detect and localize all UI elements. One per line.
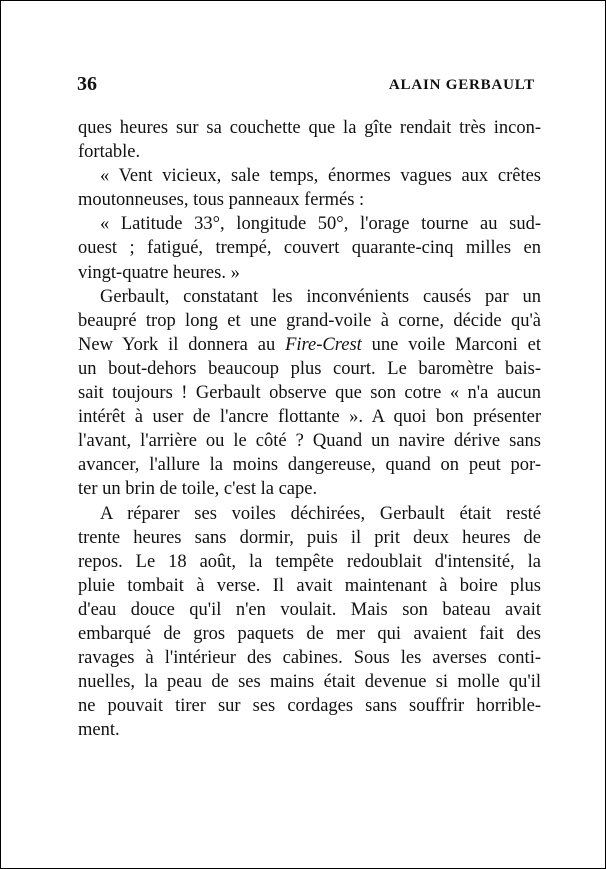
page-number: 36 bbox=[77, 73, 97, 95]
text-line: fortable. bbox=[78, 142, 141, 163]
running-head: ALAIN GERBAULT bbox=[388, 77, 535, 93]
paragraph bbox=[78, 502, 541, 743]
text-line: vingt-quatre heures. » bbox=[78, 262, 240, 283]
text-line: l'avant, l'arrière ou le côté ? Quand un navire dérive sans bbox=[78, 431, 541, 452]
text-line: ravages à l'intérieur des cabines. Sous les averses conti- bbox=[78, 648, 541, 669]
text-line: avancer, l'allure la moins dangereuse, quand on peut por- bbox=[78, 455, 541, 476]
boat-name: Fire-Crest bbox=[285, 334, 362, 355]
text-line: un bout-dehors beaucoup plus court. Le baromètre bais- bbox=[78, 358, 541, 379]
text-line: d'eau douce qu'il n'en voulait. Mais son bateau avait bbox=[78, 599, 541, 620]
text-line: ne pouvait tirer sur ses cordages sans souffrir horrible- bbox=[78, 696, 541, 717]
text-line: nuelles, la peau de ses mains était devenue si molle qu'il bbox=[78, 672, 541, 693]
text-line: ment. bbox=[78, 720, 120, 741]
text-line: intérêt à user de l'ancre flottante ». A quoi bon présenter bbox=[78, 407, 541, 428]
text-line: pluie tombait à verse. Il avait maintenant à boire plus bbox=[78, 575, 541, 596]
paragraph bbox=[78, 116, 541, 164]
text-line: Gerbault, constatant les inconvénients causés par un bbox=[100, 286, 541, 307]
text-line: « Vent vicieux, sale temps, énormes vagues aux crêtes bbox=[100, 166, 541, 187]
text-line: New York il donnera au Fire-Crest une voile Marconi et bbox=[78, 334, 541, 355]
text-line: sait toujours ! Gerbault observe que son cotre « n'a aucun bbox=[78, 383, 541, 404]
paragraph bbox=[78, 212, 541, 284]
paragraph bbox=[78, 164, 541, 212]
text-line: A réparer ses voiles déchirées, Gerbault était resté bbox=[100, 503, 541, 524]
text-line: ques heures sur sa couchette que la gîte rendait très incon- bbox=[78, 118, 541, 138]
text-line: ter un brin de toile, c'est la cape. bbox=[78, 479, 318, 500]
text-line: ouest ; fatigué, trempé, couvert quarante-cinq milles en bbox=[78, 238, 541, 259]
text-line: trente heures sans dormir, puis il prit deux heures de bbox=[78, 527, 541, 548]
text-line: moutonneuses, tous panneaux fermés : bbox=[78, 190, 365, 211]
body-text bbox=[78, 116, 541, 742]
paragraph bbox=[78, 285, 541, 502]
text-line: « Latitude 33°, longitude 50°, l'orage tourne au sud- bbox=[100, 214, 541, 235]
text-line: repos. Le 18 août, la tempête redoublait d'intensité, la bbox=[78, 551, 541, 572]
text-line: embarqué de gros paquets de mer qui avaient fait des bbox=[78, 623, 541, 644]
text-line: beaupré trop long et une grand-voile à corne, décide qu'à bbox=[78, 310, 541, 331]
